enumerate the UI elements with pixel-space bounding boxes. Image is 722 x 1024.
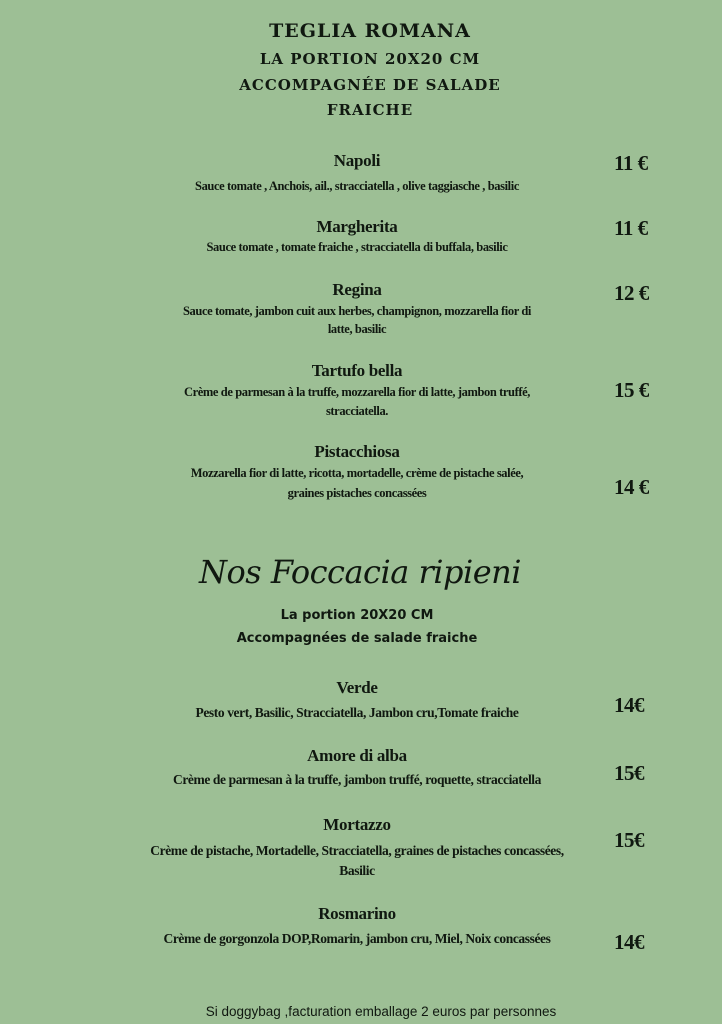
menu-item-name: Tartufo bella <box>311 361 403 380</box>
menu-item-price: 14€ <box>614 693 644 717</box>
menu-item-price: 15€ <box>614 828 644 852</box>
section-subtitle: LA PORTION 20X20 CM <box>259 50 481 68</box>
menu-item-name: Rosmarino <box>318 904 396 923</box>
menu-item-name: Regina <box>332 280 382 299</box>
menu-item-name: Mortazzo <box>323 815 391 834</box>
menu-item-price: 14€ <box>614 930 644 954</box>
menu-item-description: Sauce tomate , Anchois, ail., stracciatella , olive taggiasche , basilic <box>195 179 519 193</box>
menu-item-description: Crème de gorgonzola DOP,Romarin, jambon cru, Miel, Noix concassées <box>163 931 551 946</box>
menu-item-price: 15 € <box>614 378 649 402</box>
section-subtitle: FRAICHE <box>326 101 414 119</box>
menu-item-price: 15€ <box>614 761 644 785</box>
menu-item-name: Pistacchiosa <box>314 442 400 461</box>
menu-item-price: 11 € <box>614 216 648 240</box>
menu-item-description: latte, basilic <box>327 322 387 336</box>
menu-item-price: 14 € <box>614 475 649 499</box>
menu-item-name: Margherita <box>316 217 398 236</box>
menu-item-price: 11 € <box>614 151 648 175</box>
menu-item-description: Crème de parmesan à la truffe, jambon truffé, roquette, stracciatella <box>172 772 542 787</box>
section-subtitle: La portion 20X20 CM <box>280 608 434 623</box>
menu-item-description: Mozzarella fior di latte, ricotta, mortadelle, crème de pistache salée, <box>190 466 524 480</box>
menu-item-name: Verde <box>336 678 378 697</box>
menu-item-description: Crème de pistache, Mortadelle, Stracciatella, graines de pistaches concassées, <box>150 843 564 858</box>
menu-item-description: Basilic <box>339 863 375 878</box>
menu-item-description: Sauce tomate , tomate fraiche , stracciatella di buffala, basilic <box>206 240 508 254</box>
footer-note: Si doggybag ,facturation emballage 2 euros par personnes <box>205 1004 557 1019</box>
menu-item-description: Crème de parmesan à la truffe, mozzarella fior di latte, jambon truffé, <box>183 385 531 399</box>
menu-item-price: 12 € <box>614 281 649 305</box>
menu-item-name: Napoli <box>333 151 381 170</box>
menu-item-name: Amore di alba <box>307 746 407 765</box>
menu-item-description: Pesto vert, Basilic, Stracciatella, Jambon cru,Tomate fraiche <box>195 705 519 720</box>
section-subtitle: ACCOMPAGNÉE DE SALADE <box>239 76 501 94</box>
menu-item-description: graines pistaches concassées <box>287 486 427 500</box>
section-title: Nos Foccacia ripieni <box>199 553 521 591</box>
section-subtitle: Accompagnées de salade fraiche <box>236 631 478 646</box>
section-title: TEGLIA ROMANA <box>269 20 471 42</box>
menu-item-description: Sauce tomate, jambon cuit aux herbes, champignon, mozzarella fior di <box>182 304 531 318</box>
menu-item-description: stracciatella. <box>325 404 389 418</box>
